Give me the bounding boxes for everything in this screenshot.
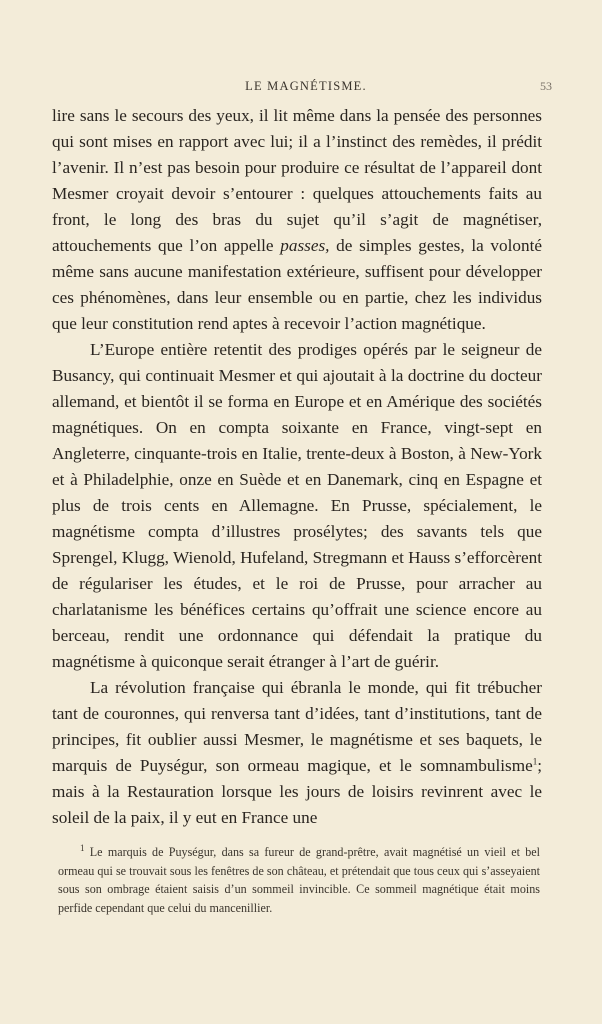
paragraph-2 [52, 337, 542, 675]
paragraph-3-text-a: La révolution française qui ébranla le monde, qui fit trébucher tant de couronnes, qui renversa tant d’idées, tant d’institutions, tant de principes, fit oublier aussi Mesmer, le magnétisme et ses baquets, le marquis de Puységur, son ormeau magique, et le somnambulisme [52, 678, 542, 775]
footnote-text: Le marquis de Puységur, dans sa fureur de grand-prêtre, avait magnétisé un vieil et bel ormeau qui se trouvait sous les fenêtres de son château, et prétendait que tous ceux qui s’asseyaient sous son ombrage étaient saisis d’un sommeil invincible. Ce sommeil magnétique était moins perfide cependant que celui du mancenillier. [58, 845, 540, 915]
page-number: 53 [540, 79, 552, 93]
paragraph-3-text-b: ; mais à la Restauration lorsque les jours de loisirs revinrent avec le soleil de la paix, il y eut en France une [52, 756, 542, 827]
footnote [58, 843, 540, 917]
running-title: LE MAGNÉTISME. [245, 79, 367, 93]
page-header [60, 79, 552, 99]
footnote-marker: 1 [80, 842, 85, 853]
paragraph-1-text-a: lire sans le secours des yeux, il lit même dans la pensée des personnes qui sont mises en rapport avec lui; il a l’instinct des remèdes, il prédit l’avenir. Il n’est pas besoin pour produire ce résultat de l’appareil dont Mesmer croyait devoir s’entourer : quelques attouchements faits au front, le long des bras du sujet qu’il s’agit de magnétiser, attouchements que l’on appelle [52, 106, 542, 255]
paragraph-1-text-b: de simples gestes, la volonté même sans aucune manifestation extérieure, suffisent pour développer ces phénomènes, dans leur ensemble ou en partie, chez les individus que leur constitution rend aptes à recevoir l’action magnétique. [52, 236, 542, 333]
paragraph-1 [52, 103, 542, 337]
paragraph-2-text: L’Europe entière retentit des prodiges opérés par le seigneur de Busancy, qui continuait Mesmer et qui ajoutait à la doctrine du docteur allemand, et bientôt il se forma en Europe et en Amérique des sociétés magnétiques. On en compta soixante en France, vingt-sept en Angleterre, cinquante-trois en Italie, trente-deux à Boston, à New-York et à Philadelphie, onze en Suède et en Danemark, cinq en Espagne et plus de trois cents en Allemagne. En Prusse, spécialement, le magnétisme compta d’illustres prosélytes; des savants tels que Sprengel, Klugg, Wienold, Hufeland, Stregmann et Hauss s’efforcèrent de régulariser les études, et le roi de Prusse, pour arracher au charlatanisme les bénéfices certains qu’offrait une science encore au berceau, rendit une ordonnance qui défendait la pratique du magnétisme à quiconque serait étranger à l’art de guérir. [52, 340, 542, 671]
footnote-reference: 1 [532, 756, 538, 767]
paragraph-3 [52, 675, 542, 831]
body-text [52, 103, 542, 831]
paragraph-1-italic-passes: passes, [280, 236, 330, 255]
